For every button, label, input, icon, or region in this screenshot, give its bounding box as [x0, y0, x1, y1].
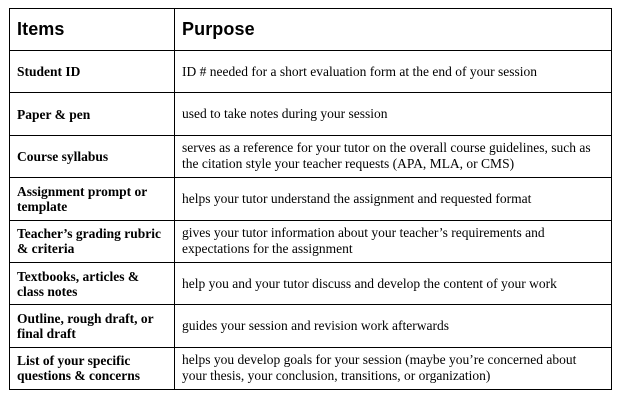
purpose-cell: serves as a reference for your tutor on the overall course guidelines, such as the citation style your teacher requests (APA, MLA, or CMS) — [175, 135, 612, 177]
table-row — [10, 178, 612, 220]
table-row — [10, 262, 612, 304]
table-row — [10, 305, 612, 347]
purpose-cell: gives your tutor information about your teacher’s requirements and expectations for the assignment — [175, 220, 612, 262]
purpose-cell: used to take notes during your session — [175, 93, 612, 135]
purpose-cell: help you and your tutor discuss and develop the content of your work — [175, 262, 612, 304]
item-cell: List of your specific questions & concerns — [10, 347, 175, 389]
item-cell: Student ID — [10, 51, 175, 93]
items-purpose-table — [9, 8, 612, 390]
purpose-cell: helps your tutor understand the assignment and requested format — [175, 178, 612, 220]
item-cell: Teacher’s grading rubric & criteria — [10, 220, 175, 262]
table-row — [10, 135, 612, 177]
table-row — [10, 93, 612, 135]
table-row — [10, 51, 612, 93]
purpose-cell: ID # needed for a short evaluation form at the end of your session — [175, 51, 612, 93]
item-cell: Textbooks, articles & class notes — [10, 262, 175, 304]
table-row — [10, 347, 612, 389]
purpose-cell: guides your session and revision work afterwards — [175, 305, 612, 347]
items-column-header: Items — [10, 9, 175, 51]
purpose-cell: helps you develop goals for your session (maybe you’re concerned about your thesis, your conclusion, transitions, or organization) — [175, 347, 612, 389]
item-cell: Paper & pen — [10, 93, 175, 135]
table-header-row — [10, 9, 612, 51]
item-cell: Assignment prompt or template — [10, 178, 175, 220]
item-cell: Course syllabus — [10, 135, 175, 177]
purpose-column-header: Purpose — [175, 9, 612, 51]
table-row — [10, 220, 612, 262]
item-cell: Outline, rough draft, or final draft — [10, 305, 175, 347]
